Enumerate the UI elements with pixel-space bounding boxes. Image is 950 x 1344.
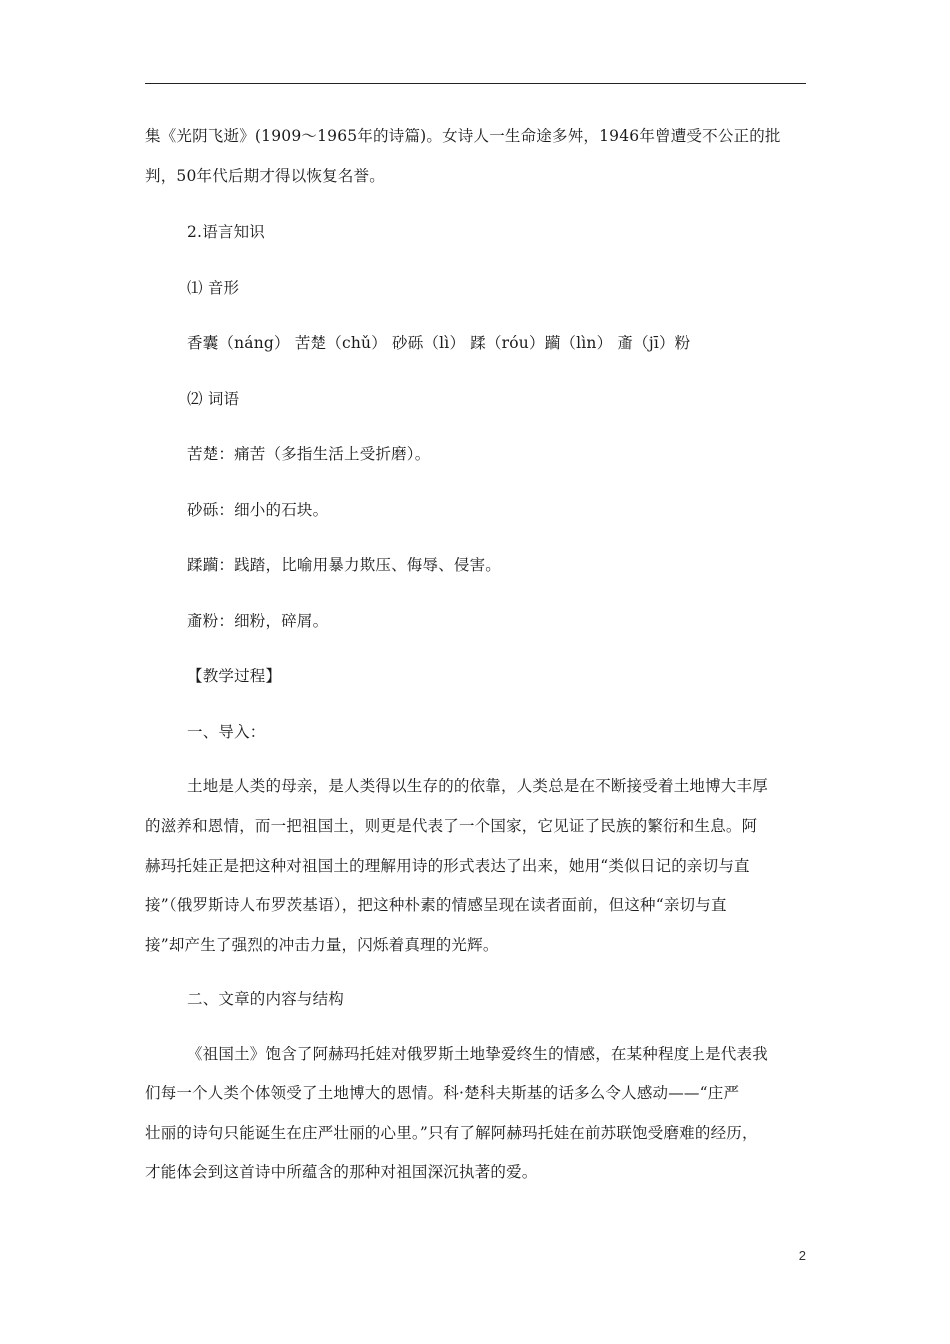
header-rule — [145, 83, 806, 84]
words-heading: ⑵ 词语 — [187, 390, 240, 408]
process-heading: 【教学过程】 — [187, 667, 282, 685]
intro-paragraph-line: 接”却产生了强烈的冲击力量，闪烁着真理的光辉。 — [145, 936, 499, 954]
word-definition: 蹂躏：践踏，比喻用暴力欺压、侮辱、侵害。 — [187, 556, 502, 574]
structure-paragraph-line: 《祖国土》饱含了阿赫玛托娃对俄罗斯土地挚爱终生的情感，在某种程度上是代表我 — [187, 1045, 768, 1063]
intro-paragraph-line: 接”（俄罗斯诗人布罗茨基语），把这种朴素的情感呈现在读者面前，但这种“亲切与直 — [145, 896, 727, 914]
intro-paragraph-line: 的滋养和恩情，而一把祖国土，则更是代表了一个国家，它见证了民族的繁衍和生息。阿 — [145, 817, 758, 835]
structure-section-heading: 二、文章的内容与结构 — [187, 990, 345, 1008]
intro-paragraph-line: 土地是人类的母亲，是人类得以生存的的依靠，人类总是在不断接受着土地博大丰厚 — [187, 777, 768, 795]
word-definition: 齑粉：细粉，碎屑。 — [187, 612, 329, 630]
structure-paragraph-line: 们每一个人类个体领受了土地博大的恩情。科·楚科夫斯基的话多么令人感动——“庄严 — [145, 1084, 740, 1102]
structure-paragraph-line: 才能体会到这首诗中所蕴含的那种对祖国深沉执著的爱。 — [145, 1163, 538, 1181]
word-definition: 苦楚：痛苦（多指生活上受折磨）。 — [187, 445, 431, 463]
sound-heading: ⑴ 音形 — [187, 279, 240, 297]
intro-paragraph-line: 赫玛托娃正是把这种对祖国土的理解用诗的形式表达了出来，她用“类似日记的亲切与直 — [145, 857, 750, 875]
intro-line-1: 集《光阴飞逝》(1909～1965年的诗篇)。女诗人一生命途多舛，1946年曾遭受不公正的批 — [145, 127, 781, 145]
word-definition: 砂砾：细小的石块。 — [187, 501, 329, 519]
structure-paragraph-line: 壮丽的诗句只能诞生在庄严壮丽的心里。”只有了解阿赫玛托娃在前苏联饱受磨难的经历， — [145, 1124, 758, 1142]
sound-line: 香囊（náng） 苦楚（chǔ） 砂砾（lì） 蹂（róu）躏（lìn） 齑（jī）粉 — [187, 334, 691, 352]
intro-line-2: 判，50年代后期才得以恢复名誉。 — [145, 167, 385, 185]
page-number: 2 — [798, 1248, 806, 1263]
language-heading: 2.语言知识 — [187, 223, 265, 241]
intro-section-heading: 一、导入： — [187, 723, 266, 741]
